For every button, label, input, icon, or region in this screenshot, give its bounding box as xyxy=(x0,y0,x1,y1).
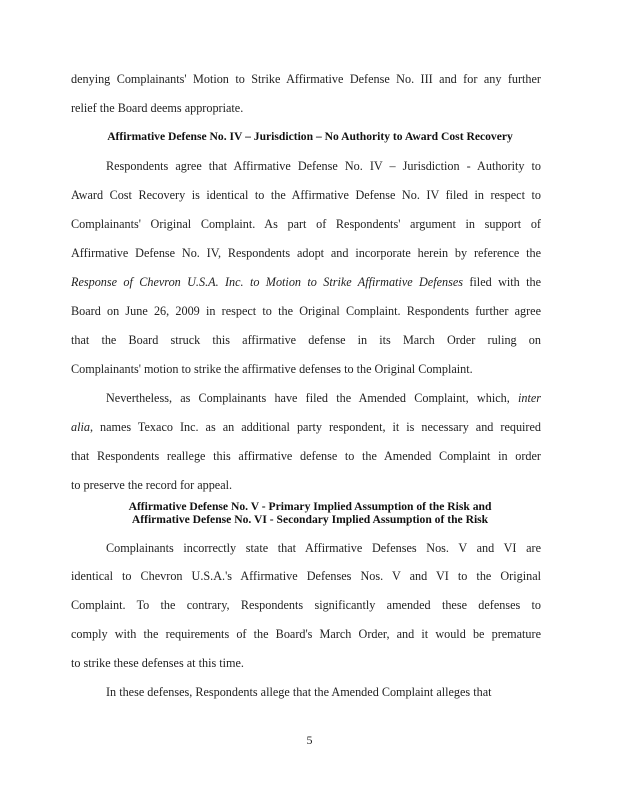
body-text-line: Complainants' motion to strike the affirmative defenses to the Original Complaint. xyxy=(71,362,473,376)
body-text-line: relief the Board deems appropriate. xyxy=(71,101,244,115)
page-number: 5 xyxy=(306,733,313,747)
body-text-line: comply with the requirements of the Board's March Order, and it would be premature xyxy=(71,627,541,641)
body-text-line: Complaint. To the contrary, Respondents significantly amended these defenses to xyxy=(71,598,541,612)
section-heading: Affirmative Defense No. V - Primary Implied Assumption of the Risk and xyxy=(128,500,492,513)
section-heading: Affirmative Defense No. VI - Secondary Implied Assumption of the Risk xyxy=(131,513,489,526)
body-text-line: Respondents agree that Affirmative Defense No. IV – Jurisdiction - Authority to xyxy=(106,159,541,173)
body-text-line: Complainants incorrectly state that Affirmative Defenses Nos. V and VI are xyxy=(106,541,541,555)
body-text-line-alia: alia, names Texaco Inc. as an additional party respondent, it is necessary and required xyxy=(71,420,541,434)
body-text-line: Complainants' Original Complaint. As part of Respondents' argument in support of xyxy=(71,217,541,231)
body-text-line: that Respondents reallege this affirmative defense to the Amended Complaint in order xyxy=(71,449,541,463)
body-text-line: Board on June 26, 2009 in respect to the Original Complaint. Respondents further agree xyxy=(71,304,541,318)
body-text-line: In these defenses, Respondents allege that the Amended Complaint alleges that xyxy=(106,685,492,699)
body-text-line: Affirmative Defense No. IV, Respondents adopt and incorporate herein by reference the xyxy=(71,246,541,260)
section-heading: Affirmative Defense No. IV – Jurisdiction – No Authority to Award Cost Recovery xyxy=(107,130,513,143)
body-text-line: to preserve the record for appeal. xyxy=(71,478,233,492)
body-text-line: that the Board struck this affirmative defense in its March Order ruling on xyxy=(71,333,541,347)
body-text-line-inter: Nevertheless, as Complainants have filed the Amended Complaint, which, inter xyxy=(106,391,541,405)
body-text-line: Award Cost Recovery is identical to the Affirmative Defense No. IV filed in respect to xyxy=(71,188,541,202)
body-text-line: denying Complainants' Motion to Strike Affirmative Defense No. III and for any further xyxy=(71,72,541,86)
body-text-line: identical to Chevron U.S.A.'s Affirmative Defenses Nos. V and VI to the Original xyxy=(71,569,541,583)
body-text-line-italic-citation: Response of Chevron U.S.A. Inc. to Motion to Strike Affirmative Defenses filed with the xyxy=(71,275,541,289)
body-text-line: to strike these defenses at this time. xyxy=(71,656,244,670)
